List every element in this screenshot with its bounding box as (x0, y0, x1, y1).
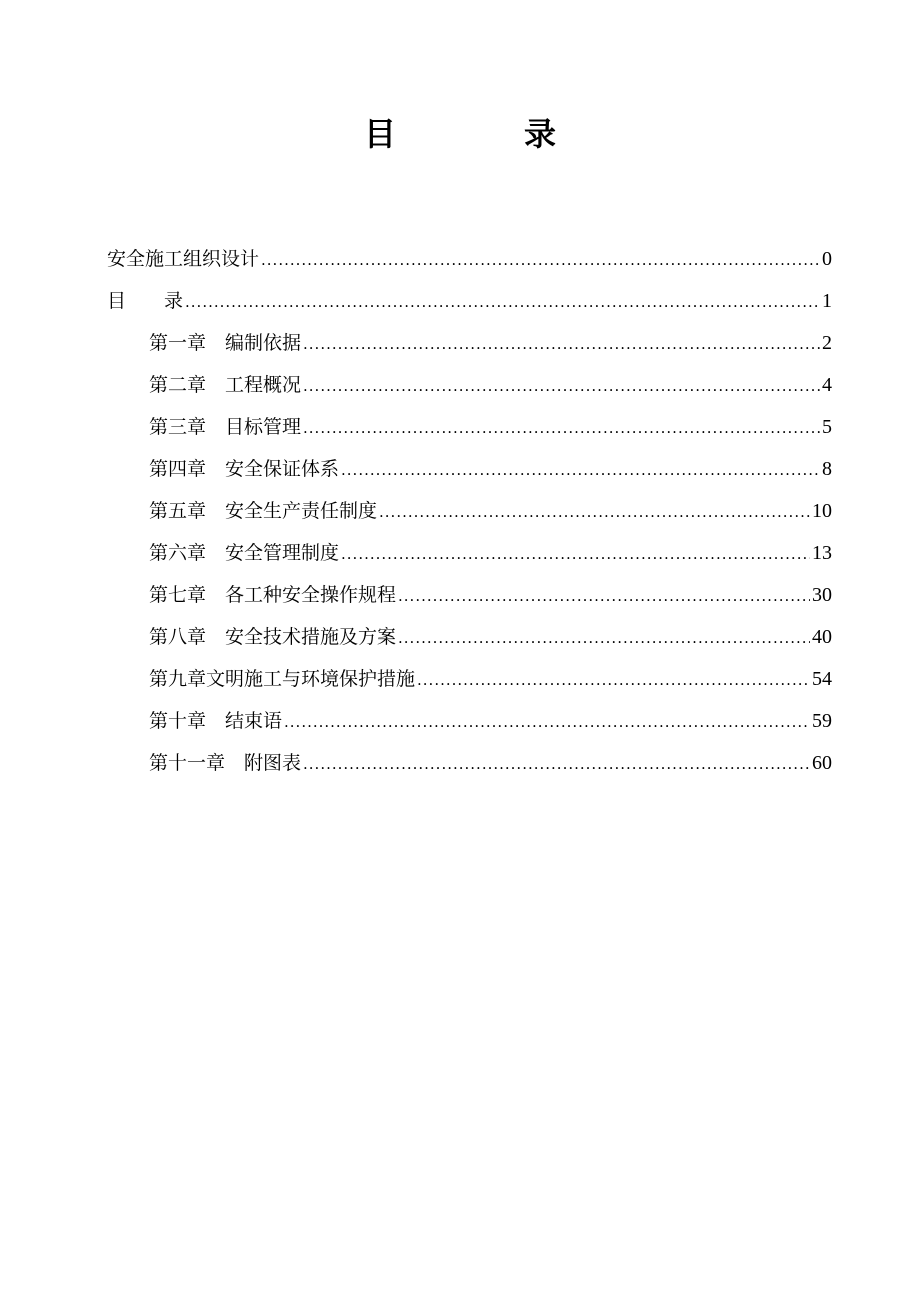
toc-entry-label: 安全施工组织设计 (107, 248, 260, 270)
toc-entry[interactable] (107, 700, 832, 742)
toc-dot-leader (261, 239, 820, 281)
toc-dot-leader (417, 659, 810, 701)
toc-entry-label: 第十章 结束语 (149, 710, 283, 732)
toc-entry-page: 4 (822, 374, 832, 396)
toc-dot-leader (341, 449, 820, 491)
toc-dot-leader (284, 701, 810, 743)
toc-dot-leader (185, 281, 820, 323)
toc-entry[interactable] (107, 322, 832, 364)
toc-entry[interactable] (107, 448, 832, 490)
toc-entry-page: 13 (812, 542, 832, 564)
toc-dot-leader (341, 533, 810, 575)
toc-dot-leader (303, 407, 820, 449)
toc-entry-page: 40 (812, 626, 832, 648)
toc-dot-leader (379, 491, 810, 533)
toc-entry[interactable] (107, 364, 832, 406)
toc-dot-leader (398, 617, 810, 659)
toc-entry-label: 第三章 目标管理 (149, 416, 302, 438)
toc-entry-label: 第九章文明施工与环境保护措施 (149, 668, 416, 690)
toc-entry[interactable] (107, 742, 832, 784)
toc-dot-leader (303, 365, 820, 407)
toc-entry-label: 第一章 编制依据 (149, 332, 302, 354)
toc-entry-page: 60 (812, 752, 832, 774)
toc-title: 目 录 (363, 115, 604, 153)
toc-entry-label: 第五章 安全生产责任制度 (149, 500, 378, 522)
toc-entry[interactable] (107, 532, 832, 574)
toc-entry[interactable] (107, 406, 832, 448)
toc-list (107, 238, 832, 784)
toc-entry[interactable] (107, 658, 832, 700)
toc-entry-label: 目 录 (107, 290, 184, 312)
toc-dot-leader (303, 323, 820, 365)
toc-entry-label: 第四章 安全保证体系 (149, 458, 340, 480)
toc-entry-label: 第八章 安全技术措施及方案 (149, 626, 397, 648)
toc-entry-label: 第六章 安全管理制度 (149, 542, 340, 564)
toc-entry-page: 59 (812, 710, 832, 732)
toc-entry-page: 2 (822, 332, 832, 354)
toc-entry-page: 54 (812, 668, 832, 690)
toc-entry[interactable] (107, 280, 832, 322)
toc-entry[interactable] (107, 490, 832, 532)
toc-entry-page: 30 (812, 584, 832, 606)
toc-entry[interactable] (107, 238, 832, 280)
toc-entry[interactable] (107, 574, 832, 616)
toc-entry-page: 8 (822, 458, 832, 480)
toc-entry-page: 5 (822, 416, 832, 438)
toc-dot-leader (398, 575, 810, 617)
toc-entry-page: 10 (812, 500, 832, 522)
toc-entry-page: 1 (822, 290, 832, 312)
toc-entry-label: 第二章 工程概况 (149, 374, 302, 396)
toc-entry-label: 第七章 各工种安全操作规程 (149, 584, 397, 606)
toc-dot-leader (303, 743, 810, 785)
toc-entry[interactable] (107, 616, 832, 658)
toc-entry-page: 0 (822, 248, 832, 270)
toc-entry-label: 第十一章 附图表 (149, 752, 302, 774)
